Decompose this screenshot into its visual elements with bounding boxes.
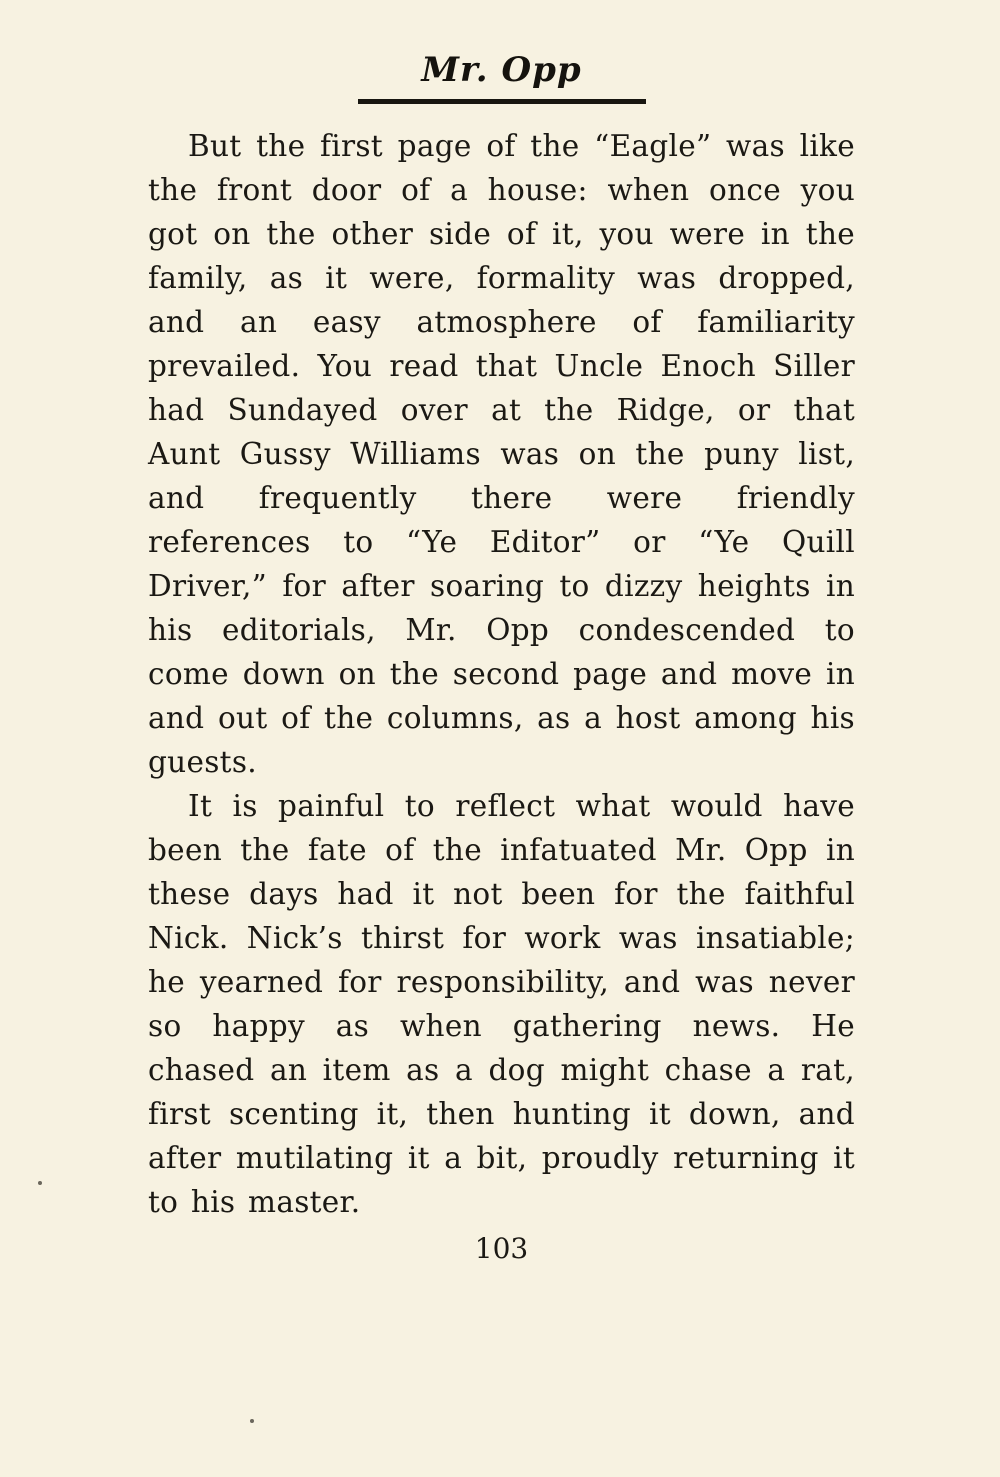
paragraph-1: But the first page of the “Eagle” was like the front door of a house: when once you got on the other side of it, you were in the family, as it were, formality was dropped, and an easy atmosphere of familiarity prevailed. You read that Uncle Enoch Siller had Sundayed over at the Ridge, or that Aunt Gussy Williams was on the puny list, and frequently there were friendly references to “Ye Editor” or “Ye Quill Driver,” for after soaring to dizzy heights in his editorials, Mr. Opp condescended to come down on the second page and move in and out of the columns, as a host among his guests. [148, 129, 855, 779]
page-body [148, 124, 855, 1224]
page-number: 103 [474, 1232, 529, 1265]
title-rule [358, 99, 646, 104]
running-head-title: Mr. Opp [421, 50, 582, 90]
scan-speck [250, 1419, 254, 1423]
page-footer [148, 1232, 855, 1265]
scan-speck [38, 1181, 42, 1185]
page-header [148, 50, 855, 104]
paragraph-2: It is painful to reflect what would have been the fate of the infatuated Mr. Opp in these days had it not been for the faithful Nick. Nick’s thirst for work was insatiable; he yearned for responsibility, and was never so happy as when gathering news. He chased an item as a dog might chase a rat, first scenting it, then hunting it down, and after mutilating it a bit, proudly returning it to his master. [148, 789, 855, 1219]
